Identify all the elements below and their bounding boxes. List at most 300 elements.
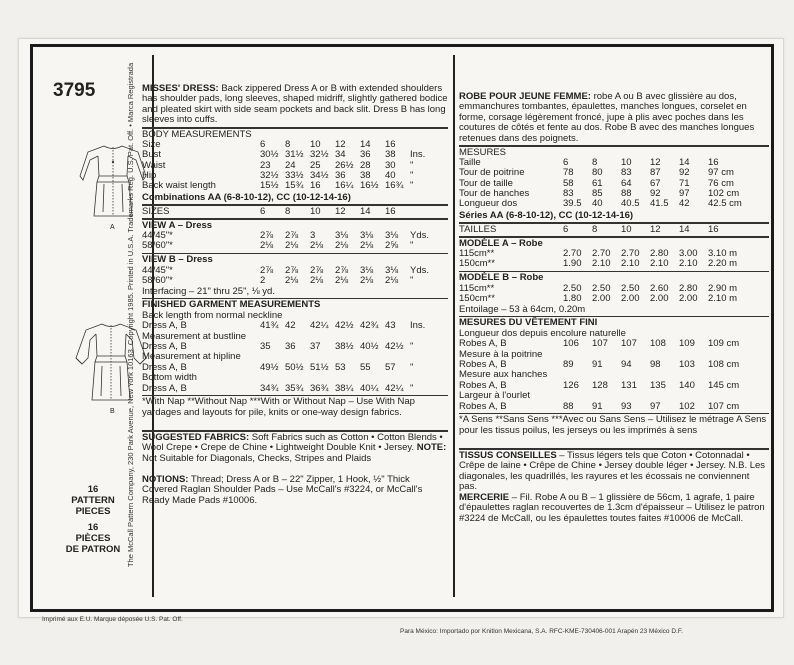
french-column	[459, 92, 769, 535]
divider	[142, 218, 448, 220]
table-cell: 2⅞	[260, 264, 274, 276]
view-b-table	[142, 266, 448, 287]
figure-a-sketch	[74, 142, 152, 222]
row-label: 115cm**	[459, 248, 495, 260]
table-cell: 43	[385, 320, 396, 332]
table-cell: 107	[621, 338, 637, 350]
table-cell: 16¾	[385, 180, 404, 192]
table-cell: 14	[360, 205, 371, 217]
table-cell: 10	[310, 138, 321, 150]
table-cell: 53	[335, 361, 346, 373]
mercerie-fr	[459, 493, 769, 535]
table-row	[142, 207, 448, 217]
table-cell: 2.80	[679, 282, 698, 294]
fabrics-text-en: Soft Fabrics such as Cotton • Cotton Blends • Wool Crepe • Crepe de Chine • Lightweight Double Knit • Jersey.	[142, 432, 443, 454]
table-cell: 76 cm	[708, 177, 734, 189]
pieces-count-fr: 16	[87, 522, 99, 533]
table-cell: 2⅞	[335, 264, 349, 276]
divider	[142, 430, 448, 432]
table-cell: 50½	[285, 361, 304, 373]
row-label: Robes A, B	[459, 379, 507, 391]
table-cell: 16	[385, 138, 396, 150]
table-cell: 30½	[260, 149, 279, 161]
table-cell: 2.10	[679, 258, 698, 270]
divider	[459, 448, 769, 450]
table-cell: 2⅛	[285, 240, 299, 252]
table-cell: 88	[621, 188, 632, 200]
row-label: 150cm**	[459, 293, 495, 305]
pieces-label1-en: PATTERN	[71, 495, 115, 506]
nap-note-en: *With Nap **Without Nap ***With or Without Nap – Use With Nap yardages and layouts for pile, knits or one-way design fabrics.	[142, 397, 415, 418]
row-label: Mesure à la poitrine	[459, 348, 543, 360]
table-cell: 2.10	[650, 258, 669, 270]
table-cell: 42	[285, 320, 296, 332]
table-cell: 91	[592, 359, 603, 371]
tissus-fr	[459, 451, 769, 493]
table-cell: 92	[650, 188, 661, 200]
table-cell: 40¼	[360, 382, 379, 394]
table-cell: 32½	[310, 149, 329, 161]
table-cell: 36¾	[310, 382, 329, 394]
table-cell: 2.00	[679, 293, 698, 305]
table-cell: 40½	[360, 341, 379, 353]
row-label: Tour de taille	[459, 177, 513, 189]
table-cell: 37	[310, 341, 321, 353]
table-cell: 2.50	[563, 282, 582, 294]
copyright-side-text: The McCall Pattern Company, 230 Park Avenue, New York 10163. Copyright 1985. Printed in U.S.A. Trademarks Reg. U.S. Pat. Off. • Marca Registrada	[126, 62, 135, 567]
table-cell: 87	[650, 167, 661, 179]
table-cell: 39.5	[563, 198, 582, 210]
table-cell: 1.90	[563, 258, 582, 270]
divider	[142, 298, 448, 300]
divider	[142, 127, 448, 129]
table-cell: 109 cm	[708, 338, 740, 350]
unit-label: "	[410, 341, 414, 353]
sens-note-fr: *A Sens **Sans Sens ***Avec ou Sans Sens – Utilisez le métrage A Sens pour les tissus poilus, les jerseys ou les imprimés à sens	[459, 415, 767, 436]
table-cell: 34	[335, 149, 346, 161]
table-cell: 2.50	[592, 282, 611, 294]
table-cell: 2⅛	[285, 275, 299, 287]
table-cell: 128	[592, 379, 608, 391]
row-label: Mesure aux hanches	[459, 369, 548, 381]
row-label: Waist	[142, 159, 166, 171]
modele-a-table	[459, 249, 769, 270]
mercerie-text: – Fil. Robe A ou B – 1 glissière de 56cm, 1 agrafe, 1 paire d'épaulettes raglan recouvertes de 1.3cm d'épaisseur – Utilisez le patron #3224 de McCall, ou les épaulettes toutes faites #10006 de McCall.	[459, 492, 765, 524]
footer-mexico: Para México: Importado por Knitlon Mexicana, S.A. RFC-KME-730406-001 Arapén 23 México D.F.	[400, 628, 683, 635]
table-cell: 30	[385, 159, 396, 171]
table-cell: 2.10	[592, 258, 611, 270]
fini-heading: MESURES DU VÊTEMENT FINI	[459, 317, 598, 329]
table-row	[459, 259, 769, 269]
figure-b-label: B	[110, 408, 115, 415]
row-label: Largeur à l'ourlet	[459, 390, 530, 402]
tailles-row	[459, 225, 769, 235]
table-cell: 2.70	[621, 248, 640, 260]
pieces-count-en: 16	[87, 484, 99, 495]
dress-description-en	[142, 84, 448, 126]
table-cell: 16	[708, 223, 719, 235]
pieces-label2-en: PIECES	[75, 506, 111, 517]
sizes-row-en	[142, 207, 448, 217]
table-cell: 2⅛	[260, 240, 274, 252]
table-cell: 2⅛	[385, 275, 399, 287]
table-cell: 42¼	[310, 320, 329, 332]
center-divider	[453, 55, 455, 597]
table-cell: 12	[335, 205, 346, 217]
row-label: Back waist length	[142, 180, 216, 192]
table-row	[459, 402, 769, 412]
tissus-title: TISSUS CONSEILLÉS	[459, 450, 557, 461]
table-cell: 34½	[310, 170, 329, 182]
row-label: Bust	[142, 149, 162, 161]
unit-label: Yds.	[410, 264, 430, 276]
row-label: Measurement at bustline	[142, 330, 247, 342]
table-cell: 16	[385, 205, 396, 217]
view-b-heading: VIEW B – Dress	[142, 254, 213, 266]
table-cell: 2⅞	[285, 230, 299, 242]
divider	[142, 253, 448, 255]
row-label: Bottom width	[142, 372, 197, 384]
table-row	[142, 241, 448, 251]
table-cell: 1.80	[563, 293, 582, 305]
table-cell: 135	[650, 379, 666, 391]
table-cell: 2.80	[650, 248, 669, 260]
table-cell: 67	[650, 177, 661, 189]
table-cell: 6	[260, 138, 266, 150]
table-row	[142, 276, 448, 286]
english-column	[142, 84, 448, 507]
table-cell: 10	[621, 156, 632, 168]
divider	[459, 316, 769, 318]
table-cell: 23	[260, 159, 271, 171]
unit-label: "	[410, 240, 414, 252]
unit-label: "	[410, 382, 414, 394]
table-cell: 36	[335, 170, 346, 182]
pattern-pieces-en	[48, 484, 138, 517]
divider	[459, 222, 769, 224]
table-cell: 3.10 m	[708, 248, 738, 260]
dress-desc-fr: robe A ou B avec glissière au dos, emmanchures tombantes, épaulettes, manches longues, corselet en forme, corsage légèrement froncé, jupe à plis avec poches dans les coutures de côtés et fente au dos. Robe B avec des manches longues retenues dans des poignets.	[459, 92, 755, 144]
fabrics-title-en: SUGGESTED FABRICS:	[142, 432, 250, 443]
table-cell: 14	[679, 223, 690, 235]
table-cell: 35	[260, 341, 271, 353]
table-cell: 10	[621, 223, 632, 235]
table-cell: 15¾	[285, 180, 304, 192]
row-label: Tour de hanches	[459, 188, 530, 200]
table-cell: 42¼	[385, 382, 404, 394]
row-label: 44/45"*	[142, 264, 173, 276]
body-measurements-heading: BODY MEASUREMENTS	[142, 128, 252, 140]
table-cell: 126	[563, 379, 579, 391]
table-cell: 55	[360, 361, 371, 373]
table-cell: 38½	[335, 341, 354, 353]
unit-label: "	[410, 170, 414, 182]
row-label: Dress A, B	[142, 341, 187, 353]
table-cell: 93	[621, 400, 632, 412]
table-cell: 40	[592, 198, 603, 210]
table-cell: 28	[360, 159, 371, 171]
unit-label: Ins.	[410, 320, 426, 332]
table-cell: 71	[679, 177, 690, 189]
fini-table	[459, 329, 769, 412]
row-label: 44/45"*	[142, 230, 173, 242]
table-cell: 106	[563, 338, 579, 350]
table-cell: 35¾	[285, 382, 304, 394]
row-label: Taille	[459, 156, 481, 168]
combinations-en: Combinations AA (6-8-10-12), CC (10-12-14-16)	[142, 191, 351, 203]
row-label: SIZES	[142, 205, 170, 217]
table-cell: 12	[335, 138, 346, 150]
divider	[459, 145, 769, 147]
table-cell: 32½	[260, 170, 279, 182]
unit-label: "	[410, 159, 414, 171]
table-cell: 40.5	[621, 198, 640, 210]
table-cell: 2.70	[563, 248, 582, 260]
table-cell: 3⅛	[360, 264, 374, 276]
table-cell: 33½	[285, 170, 304, 182]
row-label: Robes A, B	[459, 400, 507, 412]
table-cell: 2.50	[621, 282, 640, 294]
table-cell: 34¾	[260, 382, 279, 394]
row-label: 58/60"*	[142, 240, 173, 252]
table-cell: 2.20 m	[708, 258, 738, 270]
table-cell: 102 cm	[708, 188, 740, 200]
interfacing-en: Interfacing – 21" thru 25", ⅛ yd.	[142, 285, 275, 297]
table-cell: 38	[360, 170, 371, 182]
table-cell: 42.5 cm	[708, 198, 742, 210]
table-cell: 57	[385, 361, 396, 373]
pieces-label2-fr: DE PATRON	[65, 544, 121, 555]
table-cell: 88	[563, 400, 574, 412]
table-cell: 97 cm	[708, 167, 734, 179]
table-cell: 97	[650, 400, 661, 412]
table-cell: 2	[260, 275, 266, 287]
table-cell: 94	[621, 359, 632, 371]
table-cell: 2⅛	[360, 275, 374, 287]
table-cell: 42	[679, 198, 690, 210]
table-cell: 25	[310, 159, 321, 171]
row-label: Back length from normal neckline	[142, 309, 283, 321]
divider	[459, 236, 769, 238]
row-label: Longueur dos depuis encolure naturelle	[459, 327, 626, 339]
table-cell: 40	[385, 170, 396, 182]
fabrics-en	[142, 433, 448, 475]
dress-description-fr	[459, 92, 769, 144]
table-cell: 2.00	[592, 293, 611, 305]
table-cell: 2⅞	[260, 230, 274, 242]
table-row	[459, 294, 769, 304]
table-cell: 108	[650, 338, 666, 350]
table-cell: 26½	[335, 159, 354, 171]
table-cell: 14	[679, 156, 690, 168]
figure-a-label: A	[110, 224, 115, 231]
table-cell: 3⅛	[385, 264, 399, 276]
row-label: Robes A, B	[459, 338, 507, 350]
divider	[142, 395, 448, 397]
table-cell: 8	[592, 223, 598, 235]
table-cell: 2⅛	[335, 240, 349, 252]
table-cell: 6	[563, 223, 569, 235]
table-cell: 98	[650, 359, 661, 371]
table-cell: 42½	[385, 341, 404, 353]
table-cell: 16	[708, 156, 719, 168]
row-label: Longueur dos	[459, 198, 518, 210]
unit-label: Yds.	[410, 230, 430, 242]
table-cell: 16½	[360, 180, 379, 192]
body-measurements-table	[142, 140, 448, 192]
table-cell: 91	[592, 400, 603, 412]
table-cell: 102	[679, 400, 695, 412]
table-cell: 85	[592, 188, 603, 200]
table-cell: 12	[650, 223, 661, 235]
table-cell: 103	[679, 359, 695, 371]
finished-heading-en: FINISHED GARMENT MEASUREMENTS	[142, 299, 321, 311]
table-cell: 41¾	[260, 320, 279, 332]
pattern-number: 3795	[53, 80, 96, 101]
table-cell: 42¾	[360, 320, 379, 332]
modele-a-heading: MODÈLE A – Robe	[459, 237, 543, 249]
table-row	[459, 225, 769, 235]
table-cell: 41.5	[650, 198, 669, 210]
table-cell: 8	[285, 205, 291, 217]
row-label: Hip	[142, 170, 157, 182]
row-label: Robes A, B	[459, 359, 507, 371]
dress-title-en: MISSES' DRESS:	[142, 84, 219, 94]
table-cell: 2⅛	[310, 275, 324, 287]
unit-label: "	[410, 361, 414, 373]
row-label: Measurement at hipline	[142, 351, 241, 363]
table-cell: 107	[592, 338, 608, 350]
table-cell: 38	[385, 149, 396, 161]
table-cell: 2.90 m	[708, 282, 738, 294]
footer-trademark: Imprimé aux E.U. Marque déposée U.S. Pat. Off.	[42, 616, 183, 623]
pattern-pieces-fr	[48, 522, 138, 555]
table-row	[142, 384, 448, 394]
fabrics-note-en: Not Suitable for Diagonals, Checks, Stripes and Plaids	[142, 452, 372, 464]
table-cell: 2⅛	[310, 240, 324, 252]
table-cell: 58	[563, 177, 574, 189]
row-label: Size	[142, 138, 161, 150]
entoilage-fr: Entoilage – 53 à 64cm, 0.20m	[459, 303, 586, 315]
table-cell: 140	[679, 379, 695, 391]
pieces-label1-fr: PIÈCES	[75, 533, 111, 544]
table-cell: 80	[592, 167, 603, 179]
table-cell: 3⅛	[385, 230, 399, 242]
table-cell: 3⅛	[335, 230, 349, 242]
row-label: Dress A, B	[142, 382, 187, 394]
mesures-table	[459, 158, 769, 210]
unit-label: Ins.	[410, 149, 426, 161]
divider	[459, 271, 769, 273]
view-a-table	[142, 231, 448, 252]
notions-en	[142, 475, 448, 507]
row-label: Tour de poitrine	[459, 167, 525, 179]
table-cell: 24	[285, 159, 296, 171]
table-cell: 89	[563, 359, 574, 371]
tissus-text: – Tissus légers tels que Coton • Cotonnadal • Crêpe de laine • Crêpe de Chine • Jersey double léger • Jersey. N.B. Les diagonales, les quadrillés, les rayures et les écossais ne conviennent pas.	[459, 450, 766, 493]
table-cell: 42½	[335, 320, 354, 332]
table-cell: 2⅛	[360, 240, 374, 252]
series-fr: Séries AA (6-8-10-12), CC (10-12-14-16)	[459, 209, 634, 221]
notions-text-en: Thread; Dress A or B – 22" Zipper, 1 Hook, ½" Thick Covered Raglan Shoulder Pads – Use McCall's #3224, or McCall's Ready Made Pads #10006.	[142, 474, 423, 506]
table-row	[142, 181, 448, 191]
table-cell: 49½	[260, 361, 279, 373]
table-cell: 3⅛	[360, 230, 374, 242]
table-cell: 31½	[285, 149, 304, 161]
row-label: 58/60"*	[142, 275, 173, 287]
divider	[142, 204, 448, 206]
row-label: Dress A, B	[142, 320, 187, 332]
mercerie-title: MERCERIE	[459, 492, 510, 503]
table-cell: 92	[679, 167, 690, 179]
table-cell: 8	[592, 156, 598, 168]
table-cell: 16¼	[335, 180, 354, 192]
fabrics-note-title-en: NOTE:	[416, 442, 447, 454]
table-cell: 2⅝	[385, 240, 399, 252]
unit-label: "	[410, 275, 414, 287]
table-cell: 2⅛	[335, 275, 349, 287]
table-cell: 2.10	[621, 258, 640, 270]
table-cell: 2⅞	[310, 264, 324, 276]
divider	[459, 413, 769, 415]
table-cell: 6	[563, 156, 569, 168]
table-cell: 83	[621, 167, 632, 179]
table-cell: 10	[310, 205, 321, 217]
table-cell: 36	[360, 149, 371, 161]
dress-title-fr: ROBE POUR JEUNE FEMME:	[459, 92, 591, 102]
table-cell: 109	[679, 338, 695, 350]
table-cell: 107 cm	[708, 400, 740, 412]
mesures-heading: MESURES	[459, 146, 506, 158]
dress-desc-en: Back zippered Dress A or B with extended shoulders has shoulder pads, long sleeves, shaped midriff, slightly gathered bodice and pleated skirt with side seam pockets and back slit. Dress B has long sleeves into cuffs.	[142, 84, 448, 126]
table-cell: 78	[563, 167, 574, 179]
table-cell: 131	[621, 379, 637, 391]
row-label: 115cm**	[459, 282, 495, 294]
table-cell: 3	[310, 230, 316, 242]
table-cell: 6	[260, 205, 266, 217]
finished-table-en	[142, 311, 448, 394]
table-row	[459, 199, 769, 209]
table-cell: 2.00	[650, 293, 669, 305]
row-label: 150cm**	[459, 258, 495, 270]
table-cell: 97	[679, 188, 690, 200]
row-label: TAILLES	[459, 223, 497, 235]
table-cell: 38¼	[335, 382, 354, 394]
table-cell: 2.00	[621, 293, 640, 305]
table-cell: 64	[621, 177, 632, 189]
table-cell: 145 cm	[708, 379, 740, 391]
table-cell: 12	[650, 156, 661, 168]
table-cell: 2.60	[650, 282, 669, 294]
row-label: Dress A, B	[142, 361, 187, 373]
table-cell: 15½	[260, 180, 279, 192]
table-cell: 2.10 m	[708, 293, 738, 305]
table-cell: 2⅞	[285, 264, 299, 276]
table-cell: 36	[285, 341, 296, 353]
unit-label: "	[410, 180, 414, 192]
table-cell: 51½	[310, 361, 329, 373]
table-cell: 2.70	[592, 248, 611, 260]
table-cell: 108 cm	[708, 359, 740, 371]
table-cell: 14	[360, 138, 371, 150]
modele-b-heading: MODÈLE B – Robe	[459, 272, 544, 284]
table-cell: 16	[310, 180, 321, 192]
modele-b-table	[459, 284, 769, 305]
table-cell: 3.00	[679, 248, 698, 260]
figure-b-sketch	[70, 320, 152, 406]
view-a-heading: VIEW A – Dress	[142, 219, 213, 231]
table-cell: 83	[563, 188, 574, 200]
